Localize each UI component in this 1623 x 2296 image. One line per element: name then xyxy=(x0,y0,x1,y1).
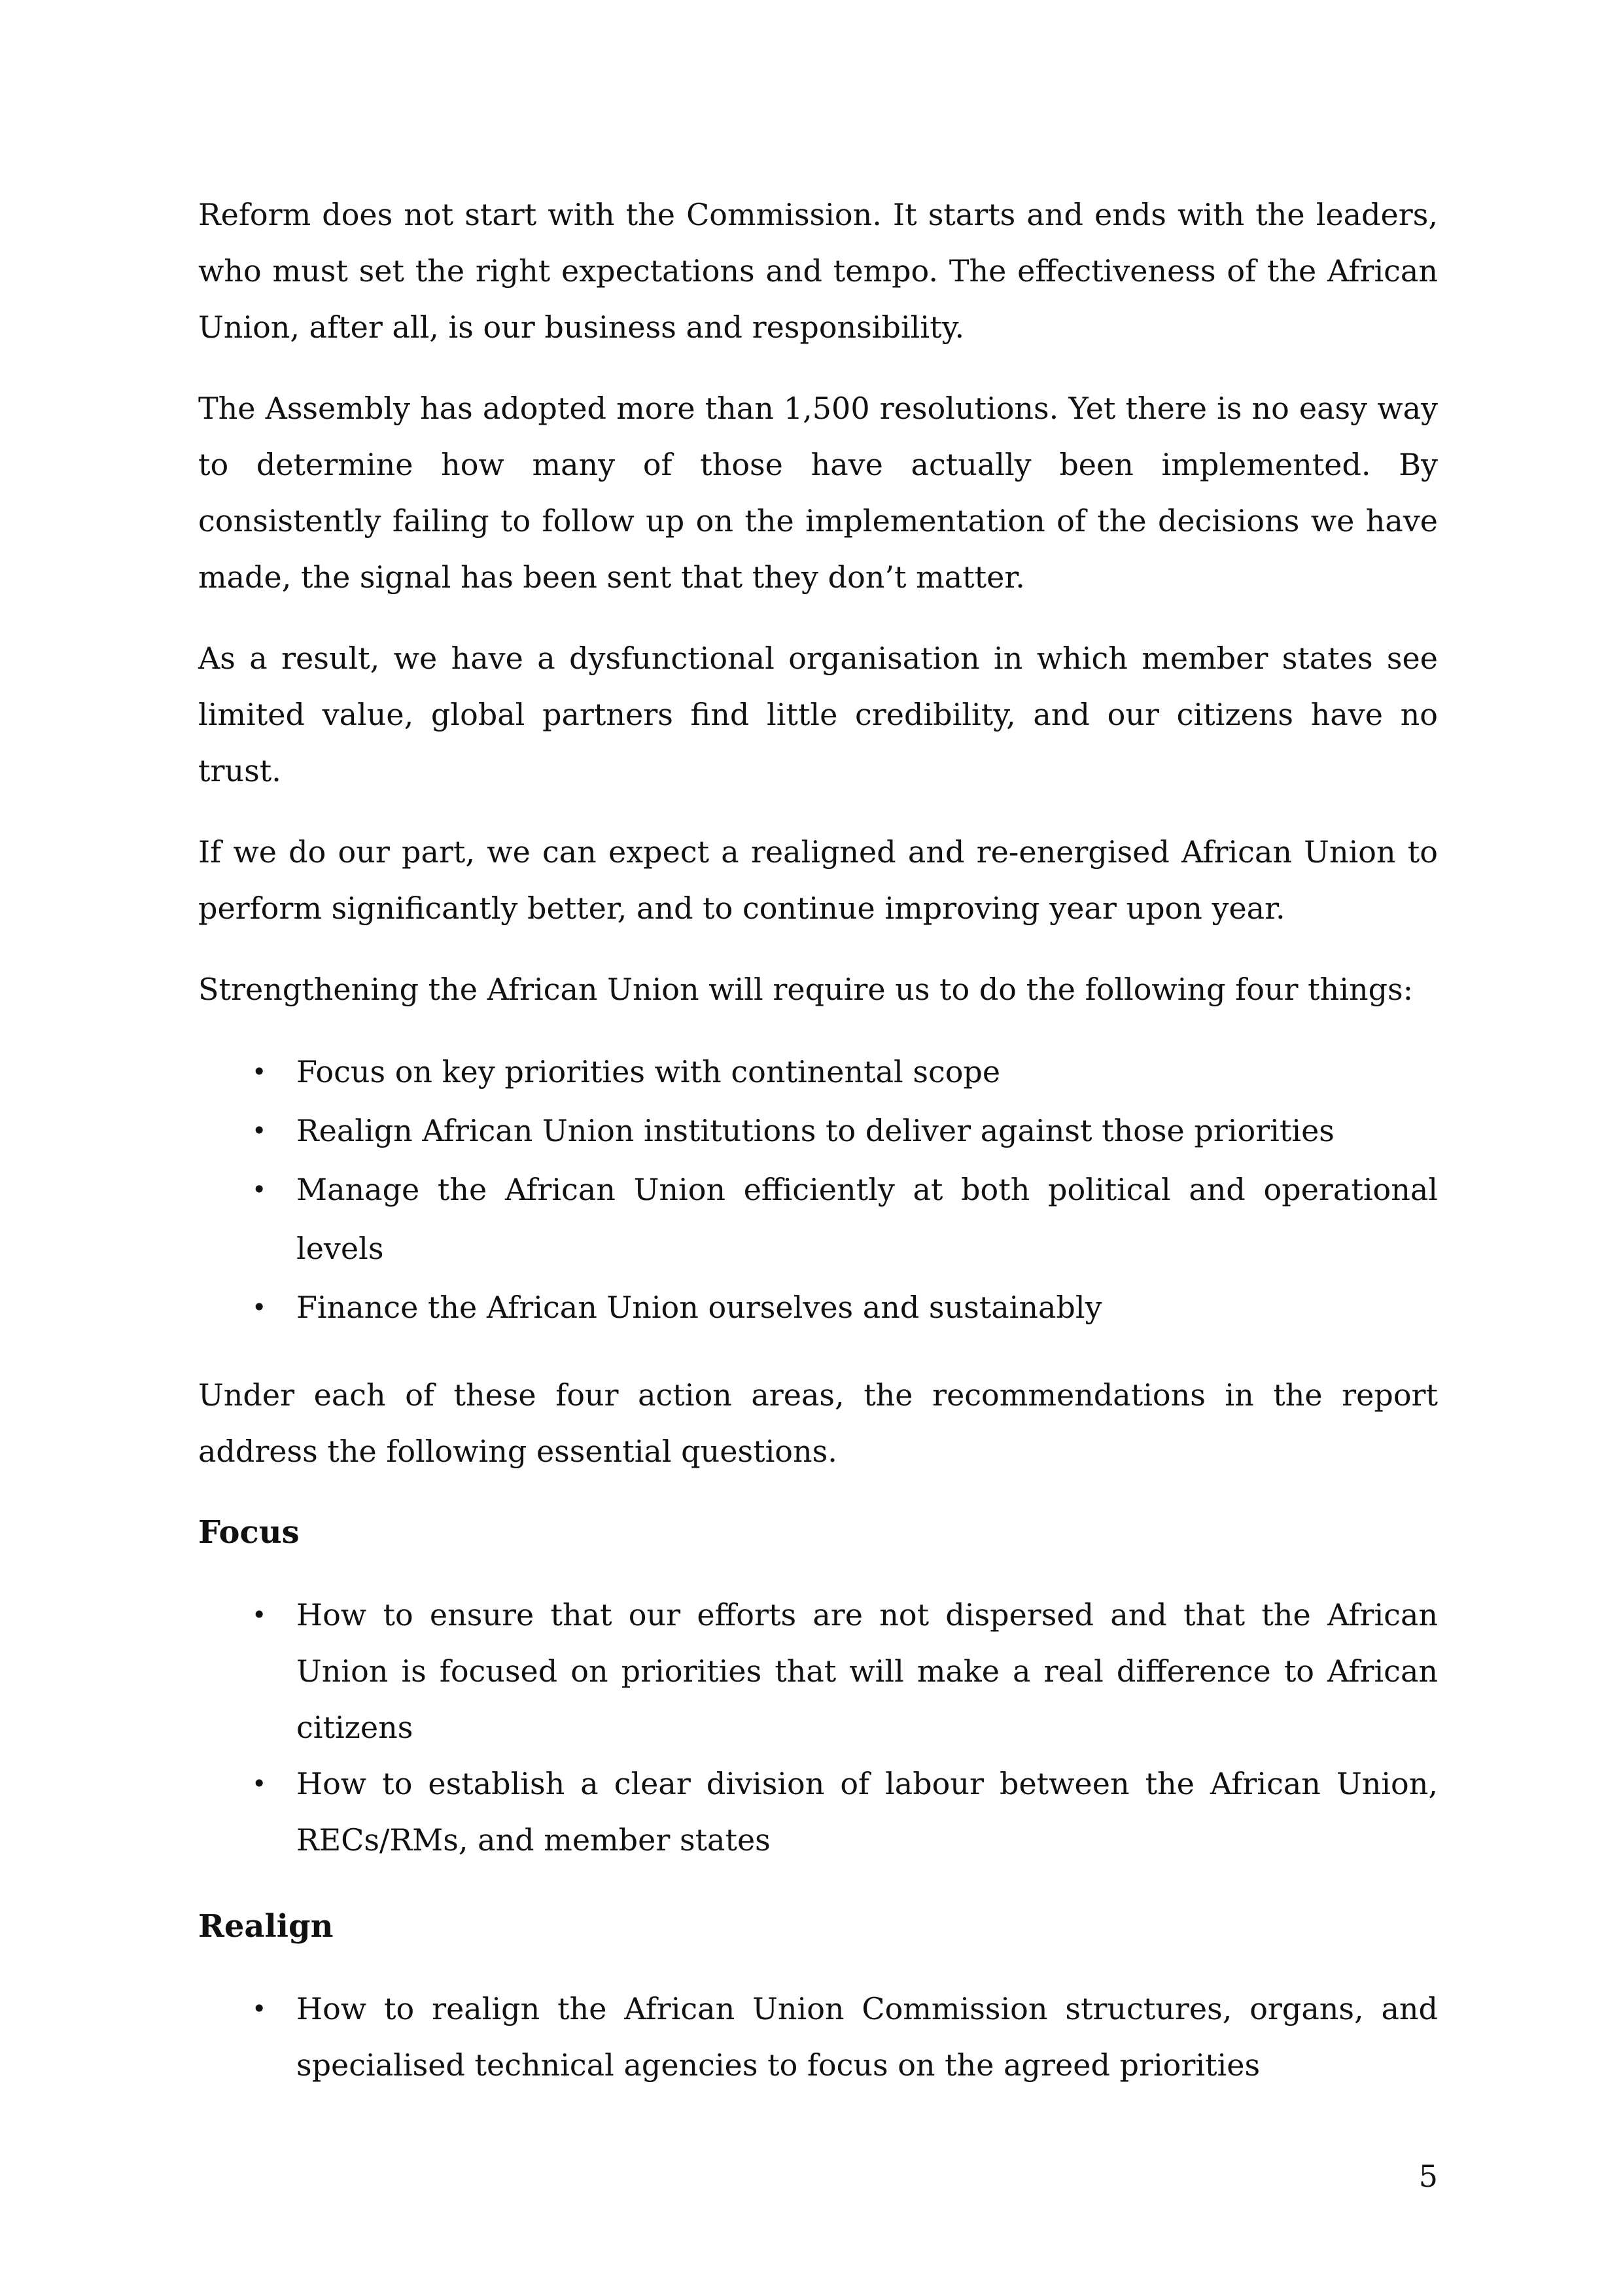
bullet-icon: • xyxy=(252,1600,267,1629)
document-page xyxy=(198,186,1438,2123)
paragraph-assembly-resolutions: The Assembly has adopted more than 1,500 resolutions. Yet there is no easy way to determine how many of those have actually been implemented. By consistently failing to follow up on the implementation of the decisions we have made, the signal has been sent that they don’t matter. xyxy=(198,391,1438,595)
list-item xyxy=(198,1101,1438,1160)
list-item xyxy=(198,1756,1438,1868)
list-item xyxy=(198,1587,1438,1756)
section-heading-realign: Realign xyxy=(198,1908,334,1945)
list-item xyxy=(198,1160,1438,1278)
paragraph-four-things-intro: Strengthening the African Union will require us to do the following four things: xyxy=(198,972,1414,1007)
focus-questions-list xyxy=(198,1587,1438,1868)
list-item-text: How to realign the African Union Commission structures, organs, and specialised technical agencies to focus on the agreed priorities xyxy=(296,1991,1438,2083)
list-item-text: How to ensure that our efforts are not dispersed and that the African Union is focused on priorities that will make a real difference to African citizens xyxy=(296,1597,1438,1745)
action-areas-list xyxy=(198,1042,1438,1337)
paragraph-reform: Reform does not start with the Commission. It starts and ends with the leaders, who must set the right expectations and tempo. The effectiveness of the African Union, after all, is our business and responsibility. xyxy=(198,197,1438,345)
list-item-text: Finance the African Union ourselves and sustainably xyxy=(296,1290,1102,1325)
bullet-icon: • xyxy=(252,1994,267,2023)
list-item xyxy=(198,1042,1438,1101)
list-item xyxy=(198,1278,1438,1337)
list-item xyxy=(198,1981,1438,2093)
bullet-icon: • xyxy=(252,1116,267,1145)
bullet-icon: • xyxy=(252,1057,267,1086)
list-item-text: Focus on key priorities with continental scope xyxy=(296,1054,1001,1089)
bullet-icon: • xyxy=(252,1769,267,1798)
page-number: 5 xyxy=(1418,2159,1438,2194)
paragraph-action-areas-questions: Under each of these four action areas, the recommendations in the report address the following essential questions. xyxy=(198,1377,1438,1469)
paragraph-realigned-union: If we do our part, we can expect a realigned and re-energised African Union to perform significantly better, and to continue improving year upon year. xyxy=(198,834,1438,926)
list-item-text: Manage the African Union efficiently at both political and operational levels xyxy=(296,1172,1438,1266)
realign-questions-list xyxy=(198,1981,1438,2093)
list-item-text: Realign African Union institutions to deliver against those priorities xyxy=(296,1113,1335,1148)
bullet-icon: • xyxy=(252,1175,267,1204)
paragraph-dysfunctional-organisation: As a result, we have a dysfunctional organisation in which member states see limited value, global partners find little credibility, and our citizens have no trust. xyxy=(198,641,1438,788)
bullet-icon: • xyxy=(252,1293,267,1322)
list-item-text: How to establish a clear division of labour between the African Union, RECs/RMs, and member states xyxy=(296,1766,1438,1858)
section-heading-focus: Focus xyxy=(198,1514,300,1551)
